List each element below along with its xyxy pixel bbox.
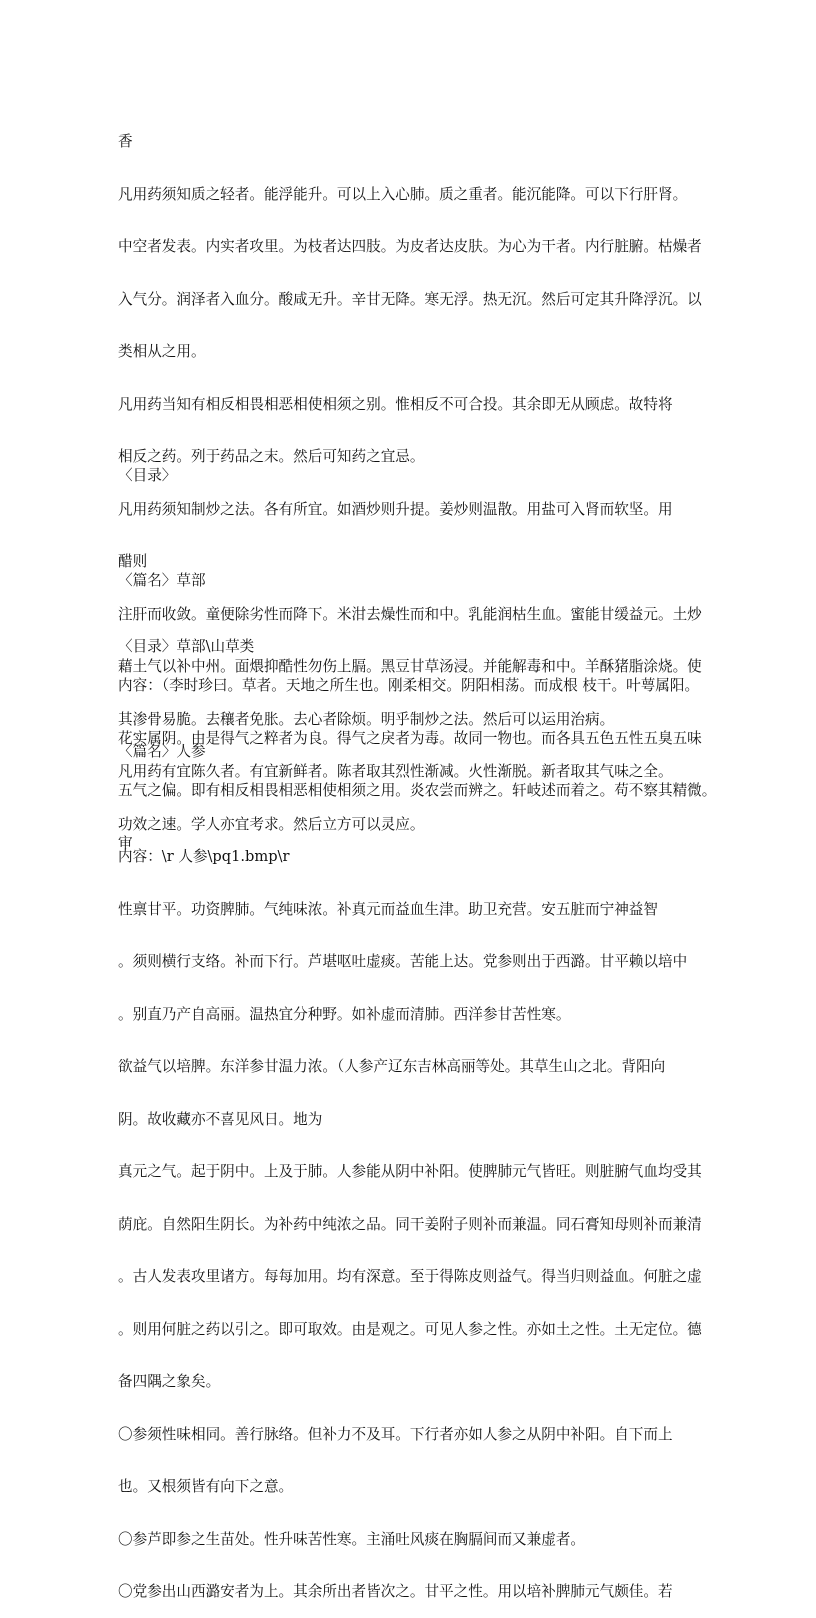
- text-line: 阴。故收藏亦不喜见风日。地为: [118, 1110, 323, 1128]
- text-line: 其渗骨易脆。去穰者免胀。去心者除烦。明乎制炒之法。然后可以运用治病。: [118, 710, 615, 728]
- text-line: 性禀甘平。功资脾肺。气纯味浓。补真元而益血生津。助卫充营。安五脏而宁神益智: [118, 900, 658, 918]
- text-line: 中空者发表。内实者攻里。为枝者达四肢。为皮者达皮肤。为心为干者。内行脏腑。枯燥者: [118, 238, 702, 255]
- text-line: 〇参须性味相同。善行脉络。但补力不及耳。下行者亦如人参之从阴中补阳。自下而上: [118, 1425, 673, 1443]
- text-line: 。别直乃产自高丽。温热宜分种野。如补虚而清肺。西洋参甘苦性寒。: [118, 1005, 571, 1023]
- text-line: 凡用药当知有相反相畏相恶相使相须之别。惟相反不可合投。其余即无从顾虑。故特将: [118, 395, 673, 413]
- text-line: 备四隅之象矣。: [118, 1373, 221, 1390]
- text-line: 。则用何脏之药以引之。即可取效。由是观之。可见人参之性。亦如土之性。土无定位。德: [118, 1320, 702, 1338]
- text-line: 五气之偏。即有相反相畏相恶相使相须之用。炎农尝而辨之。轩岐述而着之。苟不察其精微。: [118, 782, 717, 799]
- catalog-heading: 〈目录〉草部\山草类: [118, 638, 255, 655]
- text-line: 也。又根须皆有向下之意。: [118, 1478, 294, 1495]
- text-line: 〇参芦即参之生苗处。性升味苦性寒。主涌吐风痰在胸膈间而又兼虚者。: [118, 1530, 586, 1548]
- text-line: 注肝而收敛。童便除劣性而降下。米泔去燥性而和中。乳能润枯生血。蜜能甘缓益元。土炒: [118, 605, 702, 623]
- text-line: 凡用药须知质之轻者。能浮能升。可以上入心肺。质之重者。能沉能降。可以下行肝肾。: [118, 185, 688, 203]
- catalog-heading: 〈目录〉: [118, 467, 177, 484]
- text-line: 审: [118, 834, 133, 852]
- text-line: 相反之药。列于药品之末。然后可知药之宜忌。: [118, 448, 425, 465]
- text-line: 荫庇。自然阳生阴长。为补药中纯浓之品。同干姜附子则补而兼温。同石膏知母则补而兼清: [118, 1215, 702, 1233]
- text-line: 藉土气以补中州。面煨抑酷性勿伤上膈。黑豆甘草汤浸。并能解毒和中。羊酥猪脂涂烧。使: [118, 658, 702, 675]
- text-line: 〇党参出山西潞安者为上。其余所出者皆次之。甘平之性。用以培补脾肺元气颇佳。若: [118, 1583, 673, 1600]
- text-line: 入气分。润泽者入血分。酸咸无升。辛甘无降。寒无浮。热无沉。然后可定其升降浮沉。以: [118, 290, 702, 308]
- text-line: 花实属阴。由是得气之粹者为良。得气之戾者为毒。故同一物也。而各具五色五性五臭五味: [118, 729, 702, 747]
- text-line: 凡用药有宜陈久者。有宜新鲜者。陈者取其烈性渐减。火性渐脱。新者取其气味之全。: [118, 763, 673, 780]
- section-ginseng: [118, 603, 717, 1618]
- chapter-title: 〈篇名〉草部: [118, 572, 206, 589]
- text-line: 凡用药须知制炒之法。各有所宜。如酒炒则升提。姜炒则温散。用盐可入肾而软坚。用: [118, 500, 673, 518]
- text-line: 香: [118, 133, 133, 150]
- text-line: 。须则横行支络。补而下行。芦堪呕吐虚痰。苦能上达。党参则出于西潞。甘平赖以培中: [118, 953, 688, 970]
- chapter-title: 〈篇名〉人参: [118, 743, 206, 760]
- text-line: 内容：\r 人参\pq1.bmp\r: [118, 848, 290, 865]
- text-line: 类相从之用。: [118, 343, 206, 360]
- text-line: 。古人发表攻里诸方。每每加用。均有深意。至于得陈皮则益气。得当归则益血。何脏之虚: [118, 1268, 702, 1285]
- text-line: 欲益气以培脾。东洋参甘温力浓。（人参产辽东吉林高丽等处。其草生山之北。背阳向: [118, 1058, 666, 1075]
- text-line: 内容：（李时珍曰。草者。天地之所生也。刚柔相交。阴阳相荡。而成根 枝干。叶萼属阳。: [118, 677, 700, 694]
- text-line: 真元之气。起于阴中。上及于肺。人参能从阴中补阳。使脾肺元气皆旺。则脏腑气血均受其: [118, 1163, 702, 1180]
- text-line: 醋则: [118, 553, 148, 570]
- text-line: 功效之速。学人亦宜考求。然后立方可以灵应。: [118, 815, 425, 833]
